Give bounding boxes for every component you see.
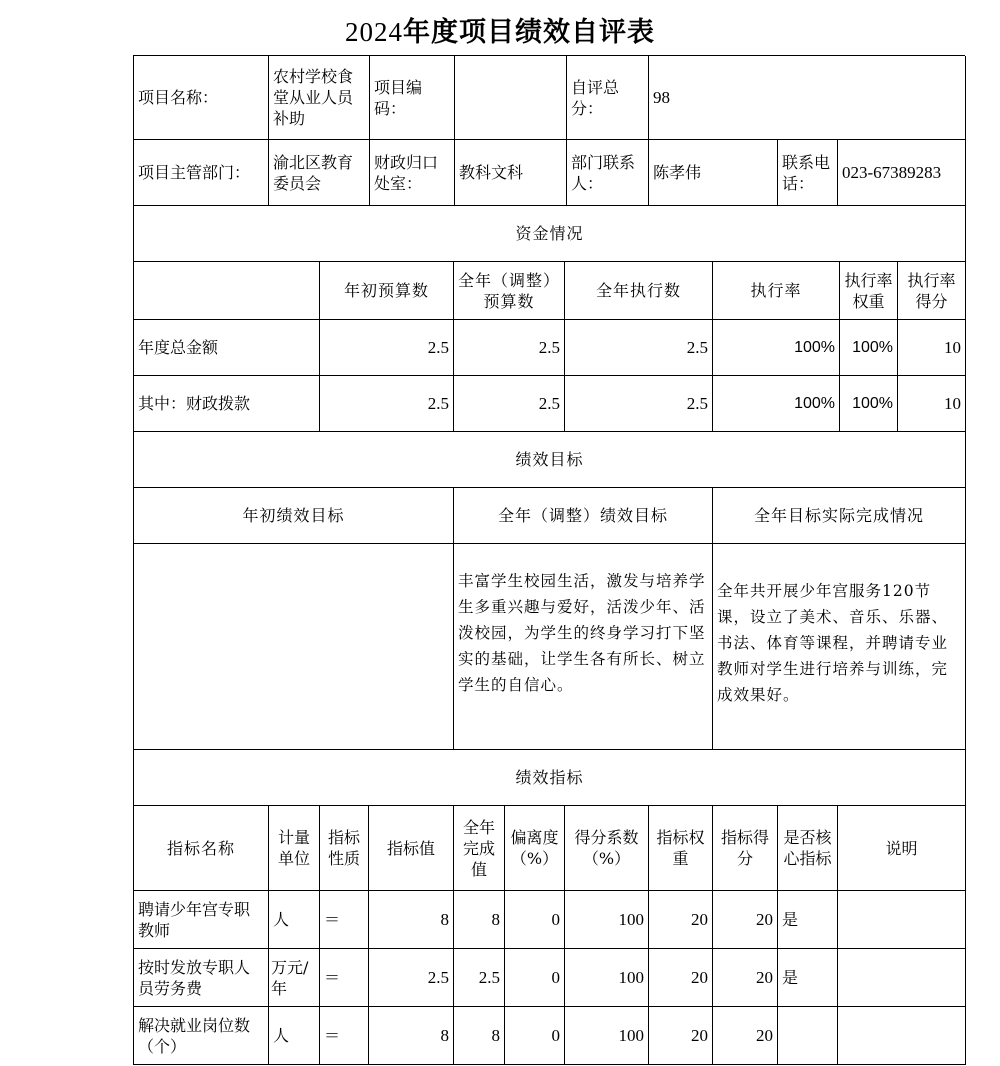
- ind-actual-2: 2.5: [454, 949, 505, 1007]
- goals-adjusted-content: 丰富学生校园生活，激发与培养学生多重兴趣与爱好，活泼少年、活泼校园，为学生的终身学习打下坚实的基础，让学生各有所长、树立学生的自信心。: [458, 572, 706, 694]
- ind-name-3: 解决就业岗位数（个）: [138, 1015, 251, 1056]
- table-row: [134, 949, 269, 1007]
- phone-label: [778, 140, 838, 206]
- funds-header-weight-text: 执行率权重: [844, 270, 893, 311]
- ind-unit-1: 人: [269, 891, 320, 949]
- ind-actual-1: 8: [454, 891, 505, 949]
- ind-header-nature-text: 指标性质: [327, 828, 360, 868]
- goals-initial-text: [134, 544, 454, 750]
- funds-row-fiscal-executed: 2.5: [565, 376, 713, 432]
- ind-name-2: 按时发放专职人员劳务费: [138, 957, 251, 998]
- ind-header-coefficient-text: 得分系数（%）: [574, 828, 639, 868]
- funds-header-executed: 全年执行数: [565, 262, 713, 320]
- ind-header-nature: [320, 806, 369, 891]
- ind-core-3: [778, 1007, 838, 1065]
- ind-target-1: 8: [369, 891, 454, 949]
- dept-value: [269, 140, 370, 206]
- ind-weight-3: 20: [649, 1007, 713, 1065]
- ind-nature-2: ＝: [320, 949, 369, 1007]
- ind-deviation-1: 0: [505, 891, 565, 949]
- ind-weight-2: 20: [649, 949, 713, 1007]
- ind-name-1: 聘请少年宫专职教师: [138, 899, 251, 940]
- contact-label-text: 部门联系人：: [571, 152, 636, 193]
- ind-nature-1: ＝: [320, 891, 369, 949]
- dept-label: 项目主管部门：: [134, 140, 269, 206]
- ind-note-1: [838, 891, 966, 949]
- self-score-label: [567, 56, 649, 140]
- ind-coefficient-3: 100: [565, 1007, 649, 1065]
- table-row: [134, 891, 269, 949]
- ind-header-deviation-text: 偏离度（%）: [510, 828, 559, 868]
- table-row: [134, 1007, 269, 1065]
- ind-weight-1: 20: [649, 891, 713, 949]
- project-name-value: [269, 56, 370, 140]
- ind-header-score: [713, 806, 778, 891]
- title-text: 年度项目绩效自评表: [403, 17, 655, 48]
- ind-nature-3: ＝: [320, 1007, 369, 1065]
- ind-deviation-3: 0: [505, 1007, 565, 1065]
- ind-header-actual: [454, 806, 505, 891]
- dept-text: 渝北区教育委员会: [273, 152, 354, 193]
- indicators-section-title: 绩效指标: [134, 750, 966, 806]
- funds-row-total-score: 10: [898, 320, 966, 376]
- funds-header-adjusted-text: 全年（调整）预算数: [458, 270, 561, 311]
- funds-row-fiscal-budget: 2.5: [320, 376, 454, 432]
- ind-header-name: 指标名称: [134, 806, 269, 891]
- ind-target-3: 8: [369, 1007, 454, 1065]
- project-name-text: 农村学校食堂从业人员补助: [273, 67, 354, 128]
- goals-actual-text: [713, 544, 966, 750]
- ind-score-2: 20: [713, 949, 778, 1007]
- project-code-value: [455, 56, 567, 140]
- contact-value: 陈孝伟: [649, 140, 778, 206]
- funds-header-budget: 年初预算数: [320, 262, 454, 320]
- ind-deviation-2: 0: [505, 949, 565, 1007]
- ind-header-weight-text: 指标权重: [656, 828, 705, 868]
- funds-row-fiscal-rate: 100%: [713, 376, 840, 432]
- funds-row-total-weight: 100%: [840, 320, 898, 376]
- finance-label-text: 财政归口处室：: [374, 152, 439, 193]
- funds-header-rate: 执行率: [713, 262, 840, 320]
- ind-header-core-text: 是否核心指标: [783, 828, 832, 868]
- finance-label: [370, 140, 455, 206]
- goals-header-actual: 全年目标实际完成情况: [713, 488, 966, 544]
- ind-coefficient-2: 100: [565, 949, 649, 1007]
- contact-label: [567, 140, 649, 206]
- phone-value: 023-67389283: [838, 140, 966, 206]
- funds-header-blank: [134, 262, 320, 320]
- ind-unit-2-text: 万元/年: [271, 957, 309, 998]
- ind-header-unit: [269, 806, 320, 891]
- ind-header-score-text: 指标得分: [720, 828, 769, 868]
- goals-section-title: 绩效目标: [134, 432, 966, 488]
- self-score-value: 98: [649, 56, 966, 140]
- funds-section-title: 资金情况: [134, 206, 966, 262]
- ind-header-deviation: [505, 806, 565, 891]
- funds-header-adjusted: [454, 262, 565, 320]
- ind-note-3: [838, 1007, 966, 1065]
- ind-score-1: 20: [713, 891, 778, 949]
- ind-coefficient-1: 100: [565, 891, 649, 949]
- page-title: [0, 10, 1000, 49]
- ind-header-unit-text: 计量单位: [277, 828, 310, 868]
- project-code-label-text: 项目编码：: [374, 77, 423, 118]
- evaluation-table: [133, 55, 965, 1065]
- title-year: 2024: [345, 17, 403, 47]
- ind-core-2: 是: [778, 949, 838, 1007]
- ind-unit-3: 人: [269, 1007, 320, 1065]
- project-code-label: [370, 56, 455, 140]
- ind-target-2: 2.5: [369, 949, 454, 1007]
- funds-row-total-budget: 2.5: [320, 320, 454, 376]
- funds-row-fiscal-weight: 100%: [840, 376, 898, 432]
- funds-header-score: [898, 262, 966, 320]
- funds-row-total-label: 年度总金额: [134, 320, 320, 376]
- funds-row-fiscal-label: 其中：财政拨款: [134, 376, 320, 432]
- funds-header-weight: [840, 262, 898, 320]
- goals-header-adjusted: 全年（调整）绩效目标: [454, 488, 713, 544]
- project-name-label: 项目名称：: [134, 56, 269, 140]
- goals-adjusted-text: [454, 544, 713, 750]
- ind-header-coefficient: [565, 806, 649, 891]
- ind-note-2: [838, 949, 966, 1007]
- self-score-label-text: 自评总分：: [571, 77, 620, 118]
- ind-header-core: [778, 806, 838, 891]
- ind-actual-3: 8: [454, 1007, 505, 1065]
- funds-header-score-text: 执行率得分: [907, 270, 956, 311]
- ind-score-3: 20: [713, 1007, 778, 1065]
- goals-header-initial: 年初绩效目标: [134, 488, 454, 544]
- ind-header-weight: [649, 806, 713, 891]
- ind-unit-2: [269, 949, 320, 1007]
- funds-row-total-adjusted: 2.5: [454, 320, 565, 376]
- ind-core-1: 是: [778, 891, 838, 949]
- funds-row-total-rate: 100%: [713, 320, 840, 376]
- ind-header-note: 说明: [838, 806, 966, 891]
- funds-row-fiscal-score: 10: [898, 376, 966, 432]
- funds-row-total-executed: 2.5: [565, 320, 713, 376]
- goals-actual-content: 全年共开展少年宫服务120节课，设立了美术、音乐、乐器、书法、体育等课程，并聘请专业教师对学生进行培养与训练，完成效果好。: [717, 582, 949, 704]
- phone-label-text: 联系电话：: [782, 152, 831, 193]
- ind-header-target: 指标值: [369, 806, 454, 891]
- finance-value: 教科文科: [455, 140, 567, 206]
- funds-row-fiscal-adjusted: 2.5: [454, 376, 565, 432]
- ind-header-actual-text: 全年完成值: [462, 817, 495, 879]
